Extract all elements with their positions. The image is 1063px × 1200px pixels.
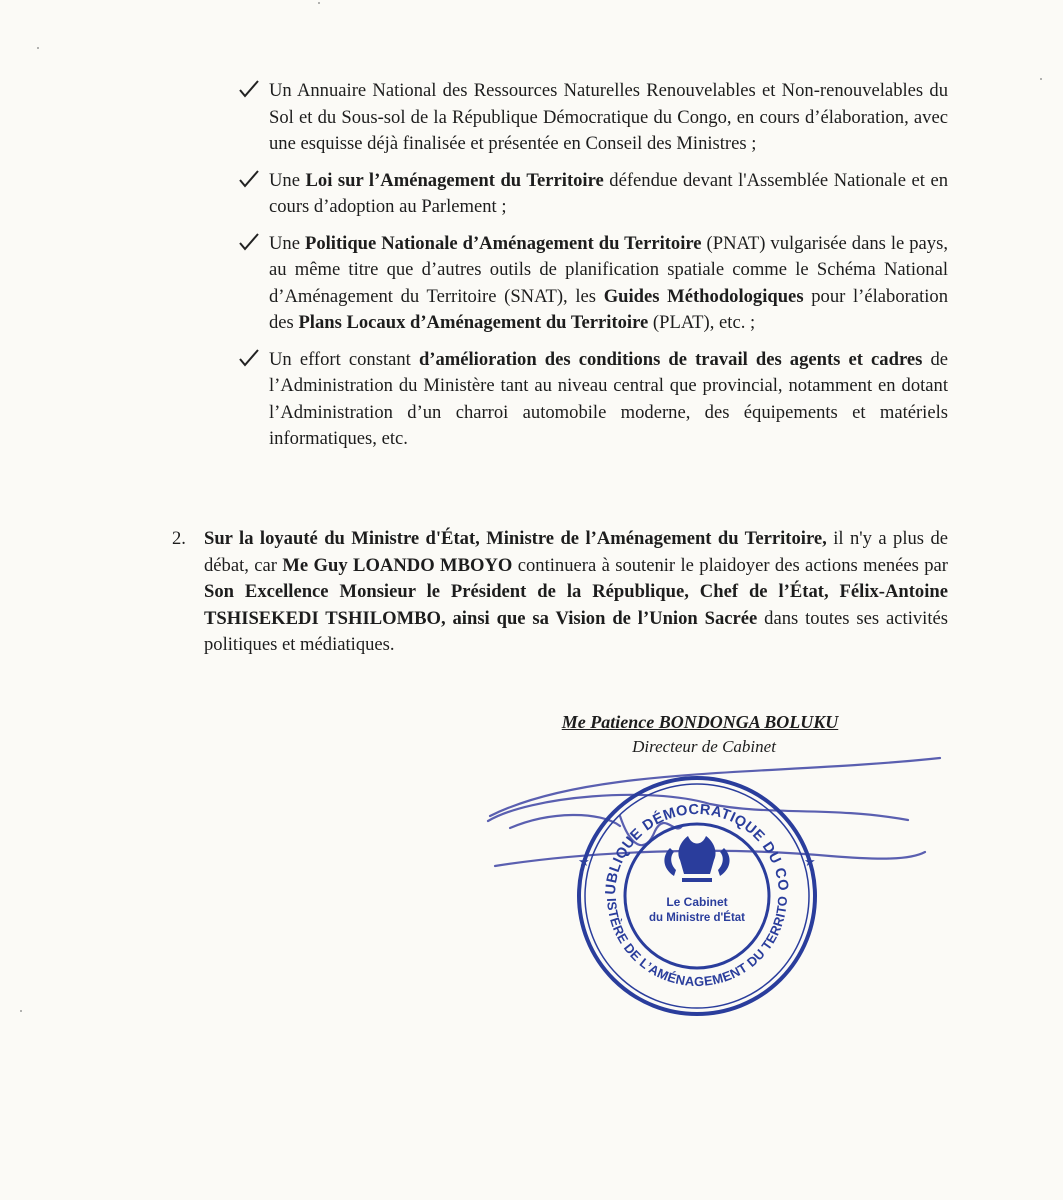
seal-top-text: UBLIQUE DÉMOCRATIQUE DU CO [602, 801, 791, 896]
checkmark-icon [238, 78, 260, 100]
bullet-text: Une Politique Nationale d’Aménagement du Territoire (PNAT) vulgarisée dans le pays, au même titre que d’autres outils de planification spatiale comme le Schéma National d’Aménagement du Territoire (SNAT), les Guides Méthodologiques pour l’élaboration des Plans Locaux d’Aménagement du Territoire (PLAT), etc. ; [269, 232, 949, 333]
bullet-text: Une Loi sur l’Aménagement du Territoire défendue devant l'Assemblée Nationale et en cours d’adoption au Parlement ; [269, 169, 949, 217]
list-item [238, 78, 948, 158]
checkmark-icon [238, 347, 260, 369]
signature-block [480, 712, 880, 757]
checkmark-icon [238, 168, 260, 190]
paragraph-number: 2. [172, 528, 186, 549]
list-item [238, 168, 948, 221]
list-item [238, 231, 948, 337]
list-item [238, 347, 948, 453]
svg-text:★: ★ [578, 855, 590, 870]
seal-bottom-text: ISTÈRE DE L’AMÉNAGEMENT DU TERRITO [604, 895, 791, 990]
signatory-name: Me Patience BONDONGA BOLUKU [561, 712, 839, 732]
achievements-list [238, 78, 948, 463]
seal-center-line1: Le Cabinet [666, 895, 728, 909]
stamp-and-signature [470, 756, 950, 1056]
signatory-role: Directeur de Cabinet [632, 737, 776, 756]
seal-center-line2: du Ministre d'État [648, 912, 746, 924]
coat-of-arms-icon [664, 836, 729, 882]
official-seal [470, 756, 950, 1056]
checkmark-icon [238, 231, 260, 253]
numbered-paragraph-2 [172, 526, 948, 659]
bullet-text: Un effort constant d’amélioration des conditions de travail des agents et cadres de l’Administration du Ministère tant au niveau central que provincial, notamment en dotant l’Administration d’un charroi automobile moderne, des équipements et matériels informatiques, etc. [269, 348, 949, 449]
paragraph-text: Sur la loyauté du Ministre d'État, Ministre de l’Aménagement du Territoire, il n'y a plus de débat, car Me Guy LOANDO MBOYO continuera à soutenir le plaidoyer des actions menées par Son Excellence Monsieur le Président de la République, Chef de l’État, Félix-Antoine TSHISEKEDI TSHILOMBO, ainsi que sa Vision de l’Union Sacrée dans toutes ses activités politiques et médiatiques. [204, 528, 948, 655]
svg-text:★: ★ [804, 855, 816, 870]
bullet-text: Un Annuaire National des Ressources Naturelles Renouvelables et Non-renouvelables du Sol et du Sous-sol de la République Démocratique du Congo, en cours d’élaboration, avec une esquisse déjà finalisée et présentée en Conseil des Ministres ; [269, 80, 948, 154]
